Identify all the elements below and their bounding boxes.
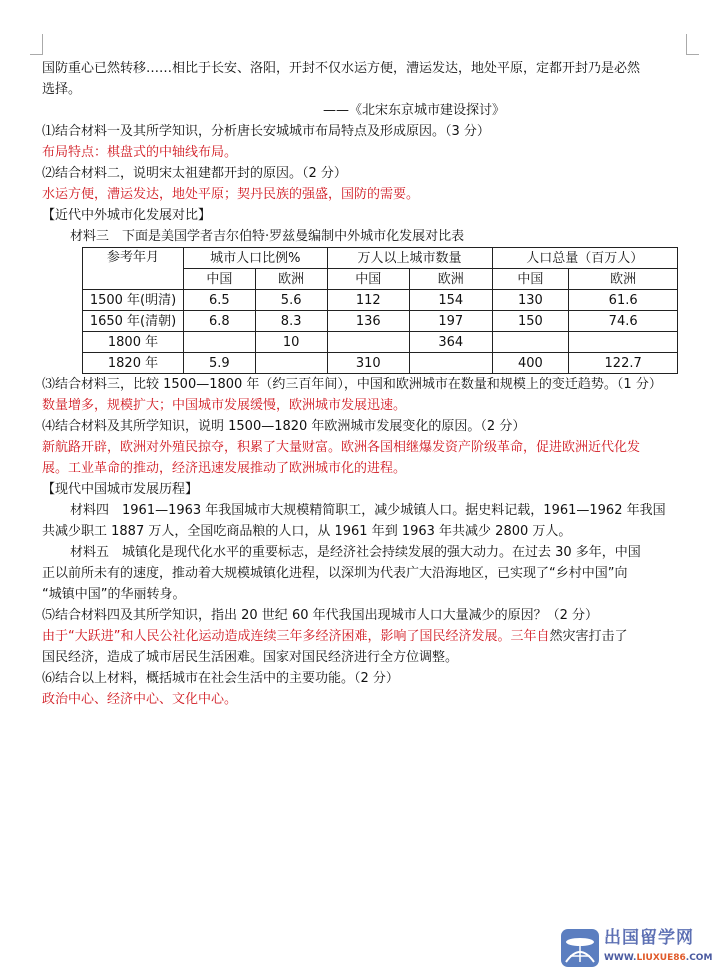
value-cell: 130 bbox=[492, 290, 569, 311]
value-cell: 310 bbox=[327, 353, 409, 374]
value-cell: 364 bbox=[410, 332, 493, 353]
year-cell: 1500 年(明清) bbox=[83, 290, 184, 311]
page-corner-mark bbox=[42, 34, 43, 54]
header-cell: 城市人口比例% bbox=[184, 248, 328, 269]
logo-url-prefix: WWW. bbox=[604, 953, 637, 963]
value-cell bbox=[327, 332, 409, 353]
value-cell: 154 bbox=[410, 290, 493, 311]
material-3: 材料三 下面是美国学者吉尔伯特·罗兹曼编制中外城市化发展对比表 bbox=[70, 229, 465, 244]
page-corner-mark bbox=[686, 54, 699, 55]
logo-icon bbox=[560, 928, 600, 968]
header-cell: 欧洲 bbox=[255, 269, 327, 290]
section-heading: 【现代中国城市发展历程】 bbox=[42, 482, 199, 497]
logo-url-tld: .COM bbox=[685, 953, 713, 963]
answer-3: 数量增多，规模扩大；中国城市发展缓慢，欧洲城市发展迅速。 bbox=[42, 398, 407, 413]
material-5: “城镇中国”的华丽转身。 bbox=[42, 587, 186, 602]
logo-url-domain: LIUXUE86 bbox=[636, 953, 686, 963]
value-cell: 136 bbox=[327, 311, 409, 332]
question-4: ⑷结合材料及其所学知识，说明 1500—1820 年欧洲城市发展变化的原因。（2 分） bbox=[42, 419, 526, 434]
answer-5: 国民经济，造成了城市居民生活困难。国家对国民经济进行全方位调整。 bbox=[42, 650, 459, 665]
value-cell: 150 bbox=[492, 311, 569, 332]
logo-url bbox=[604, 952, 712, 964]
header-cell: 参考年月 bbox=[83, 248, 184, 290]
question-1: ⑴结合材料一及其所学知识，分析唐长安城城市布局特点及形成原因。（3 分） bbox=[42, 124, 490, 139]
material-4: 材料四 1961—1963 年我国城市大规模精简职工，减少城镇人口。据史料记载，1961—1962 年我国 bbox=[70, 503, 666, 518]
value-cell bbox=[255, 353, 327, 374]
header-cell: 中国 bbox=[327, 269, 409, 290]
source-citation: ——《北宋东京城市建设探讨》 bbox=[323, 103, 506, 118]
site-logo bbox=[560, 928, 720, 968]
header-cell: 欧洲 bbox=[410, 269, 493, 290]
answer-5-red: 由于“大跃进”和人民公社化运动造成连续三年多经济困难，影响了国民经济发展。三年自 bbox=[42, 629, 550, 644]
answer-4: 展。工业革命的推动，经济迅速发展推动了欧洲城市化的进程。 bbox=[42, 461, 407, 476]
value-cell bbox=[569, 332, 678, 353]
value-cell: 5.6 bbox=[255, 290, 327, 311]
header-cell: 中国 bbox=[184, 269, 256, 290]
page-corner-mark bbox=[686, 34, 687, 54]
value-cell bbox=[184, 332, 256, 353]
value-cell bbox=[410, 353, 493, 374]
question-3: ⑶结合材料三，比较 1500—1800 年（约三百年间），中国和欧洲城市在数量和规模上的变迁趋势。（1 分） bbox=[42, 377, 662, 392]
table-row bbox=[83, 332, 678, 353]
table-row bbox=[83, 353, 678, 374]
value-cell: 400 bbox=[492, 353, 569, 374]
answer-2: 水运方便，漕运发达，地处平原；契丹民族的强盛，国防的需要。 bbox=[42, 187, 420, 202]
value-cell: 6.8 bbox=[184, 311, 256, 332]
value-cell: 122.7 bbox=[569, 353, 678, 374]
header-cell: 欧洲 bbox=[569, 269, 678, 290]
answer-4: 新航路开辟，欧洲对外殖民掠夺，积累了大量财富。欧洲各国相继爆发资产阶级革命，促进欧洲近代化发 bbox=[42, 440, 641, 455]
material-4: 共减少职工 1887 万人，全国吃商品粮的人口，从 1961 年到 1963 年共减少 2800 万人。 bbox=[42, 524, 572, 539]
value-cell: 8.3 bbox=[255, 311, 327, 332]
header-cell: 人口总量（百万人） bbox=[492, 248, 677, 269]
table-row bbox=[83, 311, 678, 332]
question-2: ⑵结合材料二，说明宋太祖建都开封的原因。（2 分） bbox=[42, 166, 347, 181]
page-corner-mark bbox=[30, 54, 43, 55]
text-line: 国防重心已然转移……相比于长安、洛阳，开封不仅水运方便，漕运发达，地处平原，定都开封乃是必然 bbox=[42, 61, 641, 76]
year-cell: 1800 年 bbox=[83, 332, 184, 353]
value-cell: 10 bbox=[255, 332, 327, 353]
value-cell: 197 bbox=[410, 311, 493, 332]
answer-5 bbox=[42, 626, 702, 647]
answer-1: 布局特点：棋盘式的中轴线布局。 bbox=[42, 145, 238, 160]
value-cell: 61.6 bbox=[569, 290, 678, 311]
value-cell: 74.6 bbox=[569, 311, 678, 332]
question-5: ⑸结合材料四及其所学知识，指出 20 世纪 60 年代我国出现城市人口大量减少的原因？（2 分） bbox=[42, 608, 599, 623]
header-cell: 万人以上城市数量 bbox=[327, 248, 492, 269]
section-heading: 【近代中外城市化发展对比】 bbox=[42, 208, 212, 223]
question-6: ⑹结合以上材料，概括城市在社会生活中的主要功能。（2 分） bbox=[42, 671, 399, 686]
value-cell: 112 bbox=[327, 290, 409, 311]
comparison-table bbox=[82, 247, 678, 374]
material-5: 正以前所未有的速度，推动着大规模城镇化进程，以深圳为代表广大沿海地区，已实现了“乡村中国”向 bbox=[42, 566, 628, 581]
year-cell: 1820 年 bbox=[83, 353, 184, 374]
document-body bbox=[42, 58, 702, 710]
header-cell: 中国 bbox=[492, 269, 569, 290]
value-cell bbox=[492, 332, 569, 353]
answer-5-black: 然灾害打击了 bbox=[549, 629, 628, 644]
logo-name: 出国留学网 bbox=[604, 928, 694, 948]
value-cell: 6.5 bbox=[184, 290, 256, 311]
value-cell: 5.9 bbox=[184, 353, 256, 374]
text-line: 选择。 bbox=[42, 82, 82, 97]
material-5: 材料五 城镇化是现代化水平的重要标志，是经济社会持续发展的强大动力。在过去 30 多年，中国 bbox=[70, 545, 641, 560]
year-cell: 1650 年(清朝) bbox=[83, 311, 184, 332]
answer-6: 政治中心、经济中心、文化中心。 bbox=[42, 692, 238, 707]
table-row bbox=[83, 290, 678, 311]
